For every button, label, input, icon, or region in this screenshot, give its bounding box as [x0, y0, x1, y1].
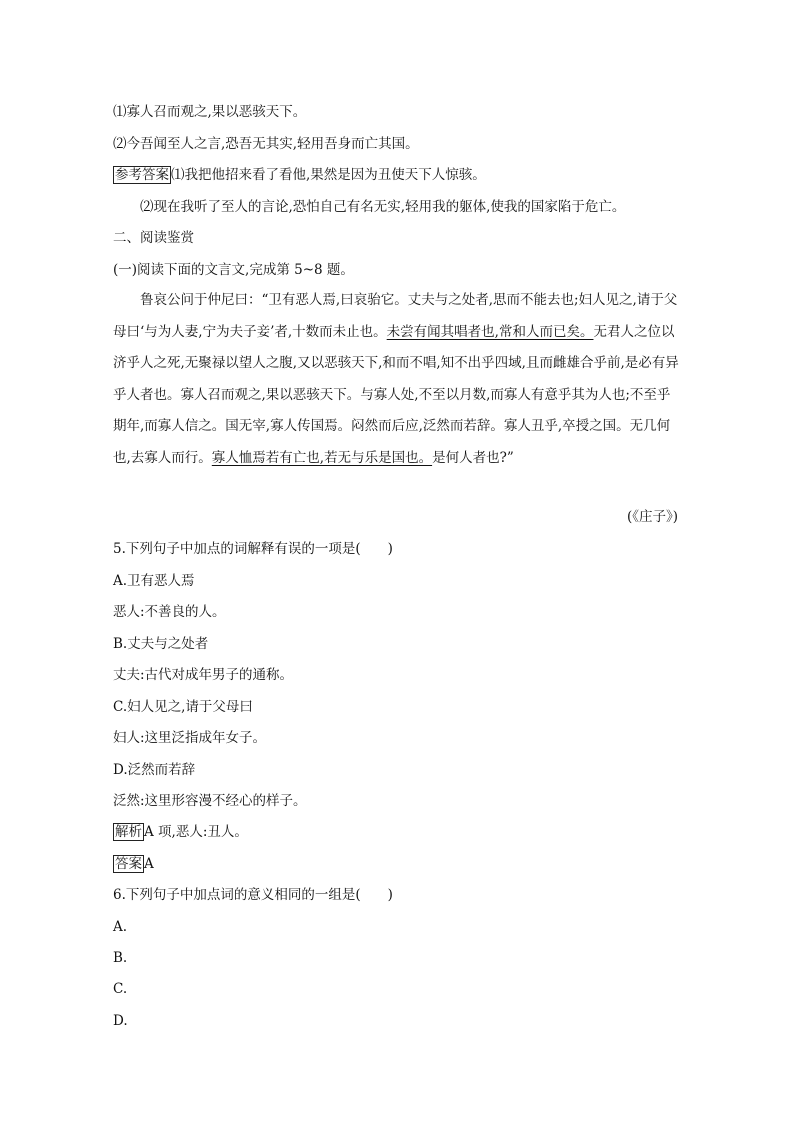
section-heading: 二、阅读鉴赏	[113, 230, 194, 246]
q6-option-c: C.	[113, 981, 128, 997]
q5-option-b-explanation: 丈夫:古代对成年男子的通称。	[113, 667, 294, 683]
q6-option-b: B.	[113, 950, 128, 966]
q6-stem: 6.下列句子中加点词的意义相同的一组是( )	[113, 887, 393, 903]
q4-item-2: ⑵今吾闻至人之言,恐吾无其实,轻用吾身而亡其国。	[113, 136, 419, 152]
analysis-label: 解析	[115, 824, 142, 840]
q5-option-a-explanation: 恶人:不善良的人。	[113, 604, 226, 620]
q5-analysis-line	[113, 822, 248, 842]
q5-option-b: B.丈夫与之处者	[113, 636, 209, 652]
q5-option-a: A.卫有恶人焉	[113, 573, 195, 589]
q5-option-d-explanation: 泛然:这里形容漫不经心的样子。	[113, 793, 307, 809]
q5-answer: A	[144, 856, 154, 872]
passage-part-2: 无君人之位以济乎人之死,无聚禄以望人之腹,又以恶骇天下,和而不唱,知不出乎四域,且而雌雄合乎前,是必有异乎人者也。寡人召而观之,果以恶骇天下。与寡人处,不至以月数,而寡人有意乎其为人也;不至乎期年,而寡人信之。国无宰,寡人传国焉。闷然而后应,泛然而若辞。寡人丑乎,卒授之国。无几何也,去寡人而行。	[113, 323, 679, 466]
q5-option-c: C.妇人见之,请于父母曰	[113, 699, 253, 715]
q4-answer-1: ⑴我把他招来看了看他,果然是因为丑使天下人惊骇。	[171, 167, 486, 183]
section-instruction: (一)阅读下面的文言文,完成第 5~8 题。	[113, 262, 354, 278]
q4-answer-1-line	[113, 165, 486, 185]
passage-underlined-2: 寡人恤焉若有亡也,若无与乐是国也。	[211, 449, 433, 466]
answer-label: 答案	[115, 856, 142, 872]
q5-analysis: A 项,恶人:丑人。	[144, 824, 248, 840]
q5-option-d: D.泛然而若辞	[113, 762, 196, 778]
q6-option-a: A.	[113, 919, 128, 935]
q4-answer-2: ⑵现在我听了至人的言论,恐怕自己有名无实,轻用我的躯体,使我的国家陷于危亡。	[140, 199, 626, 215]
answer-label: 参考答案	[115, 167, 169, 183]
passage-part-3: 是何人者也?”	[432, 449, 514, 466]
passage-text	[113, 285, 681, 475]
passage-source: (《庄子》)	[626, 509, 678, 525]
q5-stem: 5.下列句子中加点的词解释有误的一项是( )	[113, 541, 393, 557]
q5-option-c-explanation: 妇人:这里泛指成年女子。	[113, 730, 267, 746]
q4-item-1: ⑴寡人召而观之,果以恶骇天下。	[113, 104, 307, 120]
passage-part-1: 鲁哀公问于仲尼曰：“卫有恶人焉,曰哀骀它。丈夫与之处者,思而不能去也;妇人见之,请于父母曰‘与为人妻,宁为夫子妾’者,十数而未止也。	[113, 292, 678, 340]
q5-answer-line	[113, 854, 154, 874]
q6-option-d: D.	[113, 1013, 128, 1029]
passage-underlined-1: 未尝有闻其唱者也,常和人而已矣。	[386, 323, 594, 340]
